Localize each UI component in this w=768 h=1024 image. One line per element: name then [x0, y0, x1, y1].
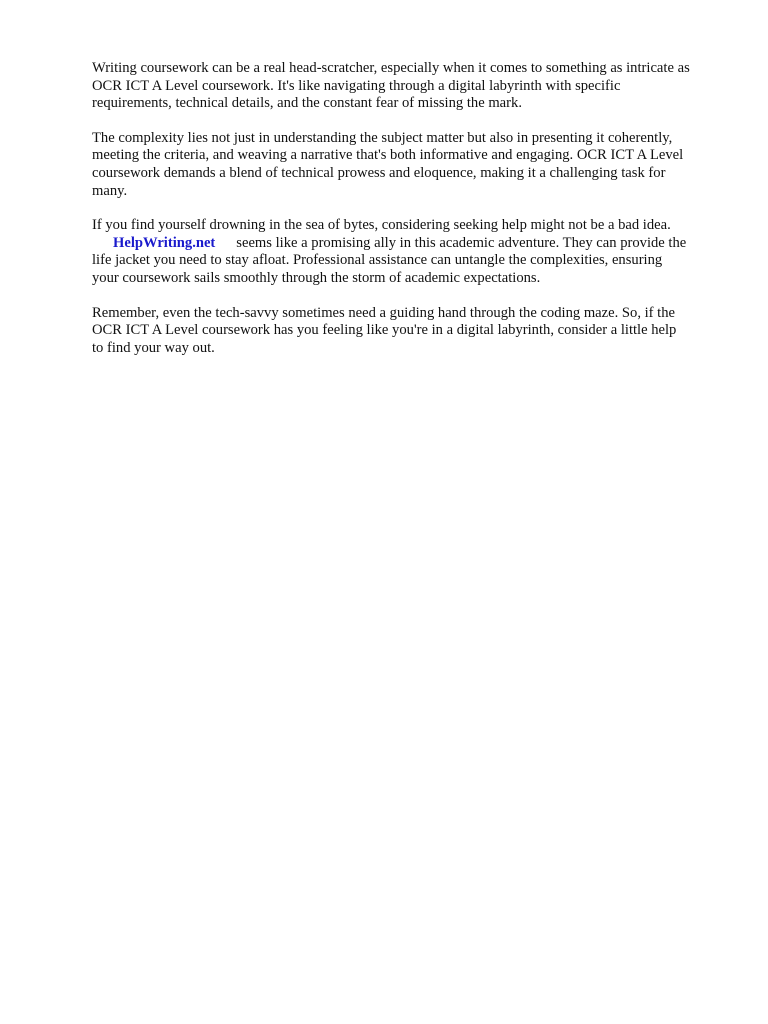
paragraph-line: The complexity lies not just in understanding the subject matter but also in presenting it coherently, [92, 129, 673, 146]
paragraph-line: Remember, even the tech-savvy sometimes need a guiding hand through the coding maze. So, if the [92, 304, 676, 321]
paragraph-line: to find your way out. [92, 339, 215, 356]
paragraph-intro [92, 60, 732, 113]
paragraph-complexity [92, 130, 732, 200]
paragraph-line: life jacket you need to stay afloat. Professional assistance can untangle the complexities, ensuring [92, 252, 663, 269]
paragraph-help [92, 217, 732, 287]
helpwriting-link[interactable]: HelpWriting.net [113, 234, 216, 251]
paragraph-conclusion [92, 305, 732, 358]
paragraph-line: OCR ICT A Level coursework. It's like navigating through a digital labyrinth with specific [92, 77, 621, 94]
paragraph-line: OCR ICT A Level coursework has you feeling like you're in a digital labyrinth, consider a little help [92, 322, 677, 339]
paragraph-line: your coursework sails smoothly through the storm of academic expectations. [92, 269, 541, 286]
paragraph-line-text: seems like a promising ally in this academic adventure. They can provide the [236, 234, 687, 251]
paragraph-line-with-link [92, 235, 732, 253]
paragraph-line: meeting the criteria, and weaving a narrative that's both informative and engaging. OCR ICT A Level [92, 147, 684, 164]
paragraph-line: If you find yourself drowning in the sea of bytes, considering seeking help might not be a bad idea. [92, 217, 671, 234]
paragraph-line: Writing coursework can be a real head-scratcher, especially when it comes to something as intricate as [92, 60, 690, 76]
paragraph-line: coursework demands a blend of technical prowess and eloquence, making it a challenging task for [92, 164, 666, 181]
paragraph-line: many. [92, 182, 128, 199]
paragraph-line: requirements, technical details, and the constant fear of missing the mark. [92, 95, 522, 112]
document-body [92, 60, 732, 374]
